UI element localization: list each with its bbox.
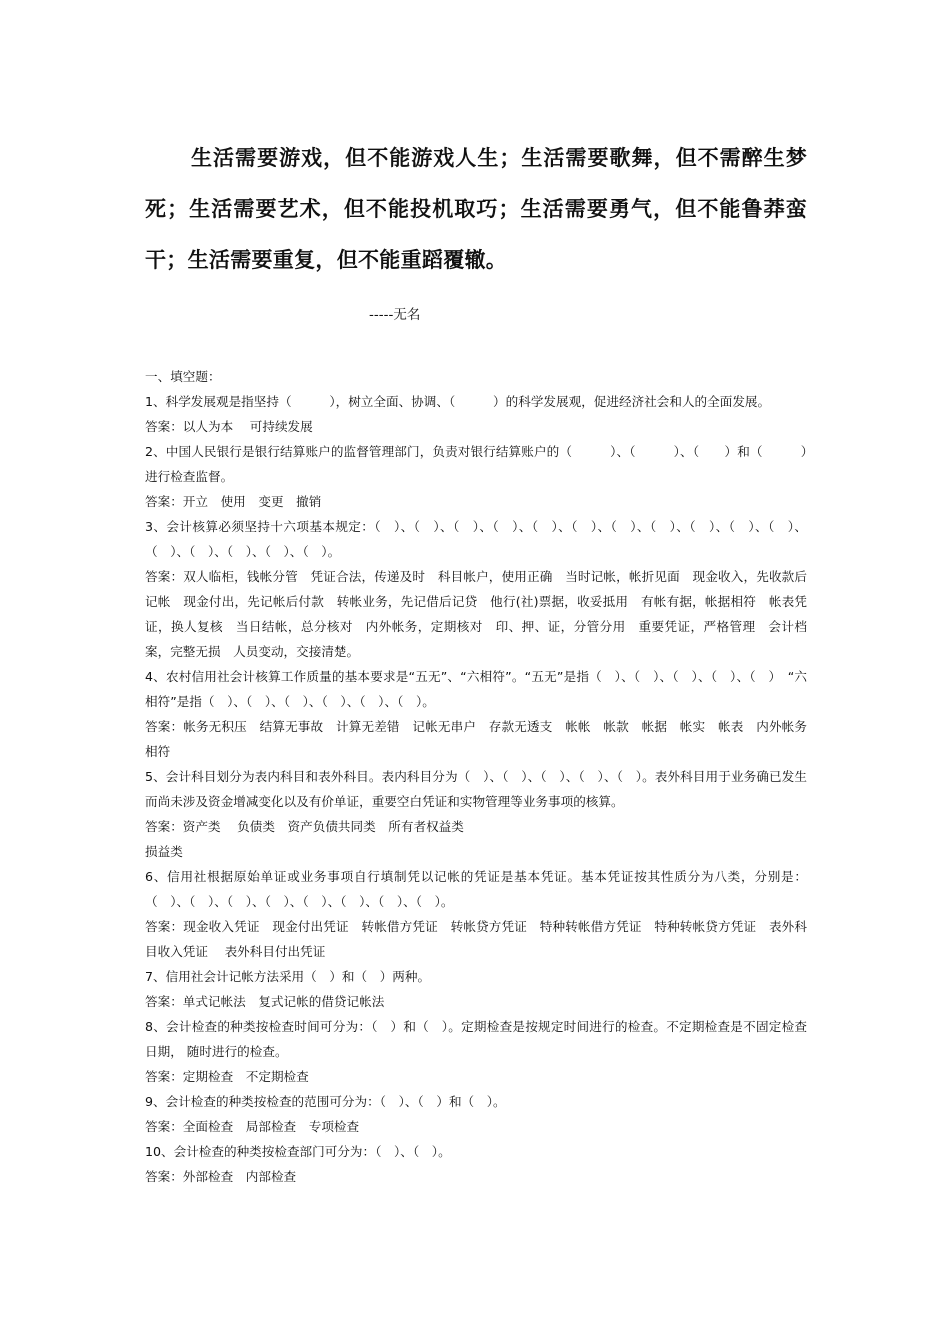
question-3: 3、会计核算必须坚持十六项基本规定：（ ）、（ ）、（ ）、（ ）、（ ）、（ ）、（ ）、（ ）、（ ）、（ ）、（ ）、（ ）、（ ）、（ ）、（ ）、（ ）。 — [145, 519, 807, 559]
answer-6: 答案：现金收入凭证 现金付出凭证 转帐借方凭证 转帐贷方凭证 特种转帐借方凭证 特种转帐贷方凭证 表外科目收入凭证 表外科目付出凭证 — [145, 919, 807, 959]
question-8: 8、会计检查的种类按检查时间可分为：（ ）和（ ）。定期检查是按规定时间进行的检查。不定期检查是不固定检查日期， 随时进行的检查。 — [145, 1019, 807, 1059]
answer-1: 答案：以人为本 可持续发展 — [145, 419, 313, 434]
question-6: 6、信用社根据原始单证或业务事项自行填制凭以记帐的凭证是基本凭证。基本凭证按其性质分为八类，分别是：（ ）、（ ）、（ ）、（ ）、（ ）、（ ）、（ ）、（ ）。 — [145, 869, 807, 909]
answer-2: 答案：开立 使用 变更 撤销 — [145, 494, 322, 509]
quote-text: 生活需要游戏，但不能游戏人生；生活需要歌舞，但不需醉生梦死；生活需要艺术，但不能投机取巧；生活需要勇气，但不能鲁莽蛮干；生活需要重复，但不能重蹈覆辙。 — [145, 146, 807, 272]
document-page — [145, 133, 807, 1189]
answer-5: 答案：资产类 负债类 资产负债共同类 所有者权益类 — [145, 819, 464, 834]
question-4: 4、农村信用社会计核算工作质量的基本要求是“五无”、“六相符”。“五无”是指（ ）、（ ）、（ ）、（ ）、（ ） “六相符”是指（ ）、（ ）、（ ）、（ ）、（ ）、（ ）。 — [145, 669, 807, 709]
question-7: 7、信用社会计记帐方法采用（ ）和（ ）两种。 — [145, 969, 431, 984]
quiz-section — [145, 364, 807, 1189]
answer-10: 答案：外部检查 内部检查 — [145, 1169, 297, 1184]
quote-author: -----无名 — [369, 307, 421, 323]
answer-5-extra: 损益类 — [145, 844, 183, 859]
answer-8: 答案：定期检查 不定期检查 — [145, 1069, 309, 1084]
question-1: 1、科学发展观是指坚持（ ），树立全面、协调、（ ）的科学发展观，促进经济社会和人的全面发展。 — [145, 394, 771, 409]
question-9: 9、会计检查的种类按检查的范围可分为：（ ）、（ ）和（ ）。 — [145, 1094, 506, 1109]
answer-9: 答案：全面检查 局部检查 专项检查 — [145, 1119, 360, 1134]
question-2: 2、中国人民银行是银行结算账户的监督管理部门，负责对银行结算账户的（ ）、（ ）、（ ）和（ ）进行检查监督。 — [145, 444, 807, 484]
question-5: 5、会计科目划分为表内科目和表外科目。表内科目分为（ ）、（ ）、（ ）、（ ）、（ ）。表外科目用于业务确已发生而尚未涉及资金增减变化以及有价单证，重要空白凭证和实物管理等业务事项的核算。 — [145, 769, 807, 809]
answer-4: 答案：帐务无积压 结算无事故 计算无差错 记帐无串户 存款无透支 帐帐 帐款 帐据 帐实 帐表 内外帐务相符 — [145, 719, 807, 759]
section-title: 一、填空题： — [145, 369, 221, 384]
question-10: 10、会计检查的种类按检查部门可分为：（ ）、（ ）。 — [145, 1144, 451, 1159]
answer-3: 答案：双人临柜，钱帐分管 凭证合法，传递及时 科目帐户，使用正确 当时记帐，帐折见面 现金收入，先收款后记帐 现金付出，先记帐后付款 转帐业务，先记借后记贷 他行(社)票据，收妥抵用 有帐有据，帐据相符 帐表凭证，换人复核 当日结帐，总分核对 内外帐务，定期核对 印、押、证，分管分用 重要凭证，严格管理 会计档案，完整无损 人员变动，交接清楚。 — [145, 569, 807, 659]
answer-7: 答案：单式记帐法 复式记帐的借贷记帐法 — [145, 994, 385, 1009]
